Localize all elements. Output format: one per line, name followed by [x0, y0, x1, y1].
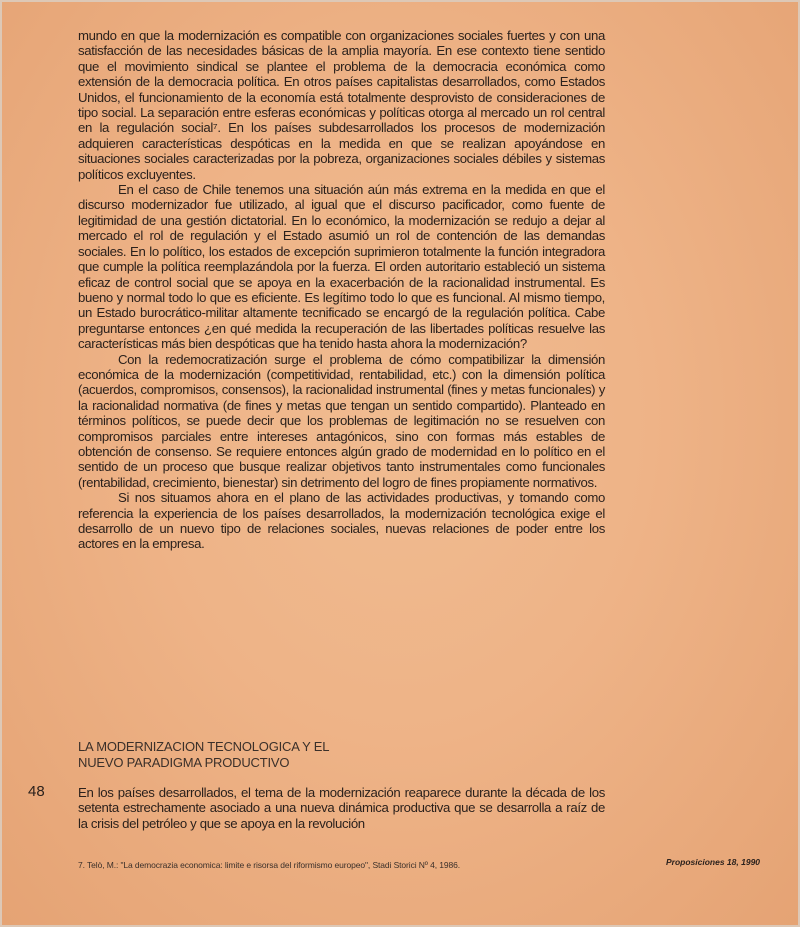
section-heading-line-2: NUEVO PARADIGMA PRODUCTIVO: [78, 755, 290, 770]
paragraph-4: Si nos situamos ahora en el plano de las actividades productivas, y tomando como referencia la experiencia de los países desarrollados, la modernización tecnológica exige el desarrollo de un nuevo tipo de relaciones sociales, nuevas relaciones de poder entre los actores en la empresa.: [78, 490, 605, 552]
paragraph-3: Con la redemocratización surge el problema de cómo compatibilizar la dimensión económica de la modernización (competitividad, rentabilidad, etc.) con la dimensión política (acuerdos, compromisos, consensos), la racionalidad instrumental (fines y metas funcionales) y la racionalidad normativa (de fines y metas que tengan un sentido compartido). Planteado en términos políticos, se puede decir que los problemas de legitimación no se resuelven con compromisos parciales entre intereses antagónicos, sino con formas más estables de obtención de consenso. Se requiere entonces algún grado de modernidad en lo político en el sentido de un proceso que busque realizar objetivos tanto instrumentales como funcionales (rentabilidad, crecimiento, bienestar) sin detrimento del logro de fines propiamente normativos.: [78, 351, 605, 490]
section-heading: [78, 739, 498, 771]
section-heading-line-1: LA MODERNIZACION TECNOLOGICA Y EL: [78, 739, 330, 754]
journal-reference: Proposiciones 18, 1990: [666, 857, 761, 867]
paragraph-2: En el caso de Chile tenemos una situación aún más extrema en la medida en que el discurso modernizador fue utilizado, al igual que el discurso pacificador, como fuente de legitimidad de una gestión dictatorial. En lo económico, la modernización se redujo a dejar al mercado el rol de regulación y el Estado asumió un rol de contención de las demandas sociales. En lo político, los estados de excepción suprimieron totalmente la función integradora que cumple la política reemplazándola por la fuerza. El orden autoritario estableció un sistema eficaz de control social que se apoya en la exacerbación de la racionalidad instrumental. Es bueno y normal todo lo que es eficiente. Es legítimo todo lo que es funcional. Al mismo tiempo, un Estado burocrático-militar altamente tecnificado se encargó de la regulación política. Cabe preguntarse entonces ¿en qué medida la recuperación de las libertades políticas resuelve las características más bien despóticas que ha tenido hasta ahora la modernización?: [78, 182, 605, 352]
body-text: [78, 28, 605, 552]
section-paragraph: En los países desarrollados, el tema de la modernización reaparece durante la década de los setenta estrechamente asociado a una nueva dinámica productiva que se desarrolla a raíz de la crisis del petróleo y que se apoya en la revolución: [78, 785, 605, 831]
footnote: 7. Telò, M.: "La democrazia economica: limite e risorsa del riformismo europeo", Stadi Storici Nº 4, 1986.: [78, 860, 460, 870]
paragraph-1: mundo en que la modernización es compatible con organizaciones sociales fuertes y con una satisfacción de las necesidades básicas de la amplia mayoría. En ese contexto tiene sentido que el movimiento sindical se plantee el problema de la democracia económica como extensión de la democracia política. En otros países capitalistas desarrollados, como Estados Unidos, el funcionamiento de la economía está totalmente desprovisto de consideraciones de tipo social. La separación entre esferas económicas y políticas otorga al mercado un rol central en la regulación social⁷. En los países subdesarrollados los procesos de modernización adquieren características despóticas en la medida en que se realizan apoyándose en situaciones sociales caracterizadas por la pobreza, organizaciones sociales débiles y sistemas políticos excluyentes.: [78, 28, 605, 182]
page-number: 48: [28, 783, 45, 800]
